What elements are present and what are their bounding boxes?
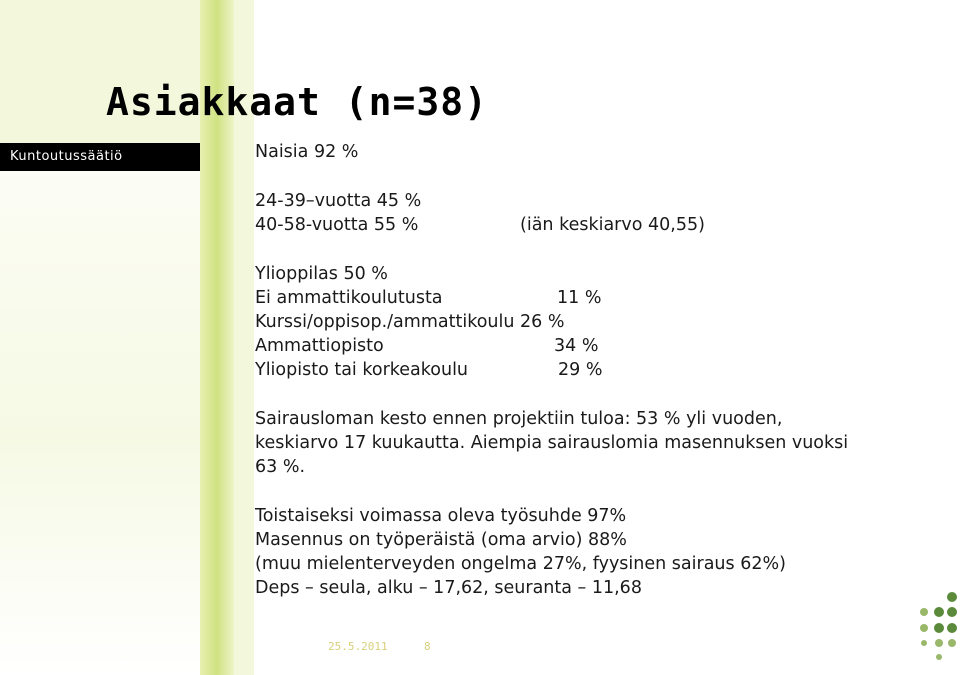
gender-line: Naisia 92 % — [255, 142, 359, 162]
edu-5-label: Yliopisto tai korkeakoulu — [255, 360, 469, 380]
decorative-dot — [921, 640, 927, 646]
edu-2-value: 11 % — [557, 288, 602, 308]
age-mean: (iän keskiarvo 40,55) — [520, 215, 705, 235]
age-line-1: 24-39–vuotta 45 % — [255, 191, 422, 211]
decorative-dot — [947, 592, 957, 602]
edu-4-value: 34 % — [554, 336, 599, 356]
decorative-dot — [936, 654, 942, 660]
decorative-dot — [947, 607, 957, 617]
decorative-dot — [935, 639, 943, 647]
age-line-2-text: 40-58-vuotta 55 % — [255, 215, 419, 235]
decorative-dot — [920, 624, 928, 632]
edu-line-3: Kurssi/oppisop./ammattikoulu 26 % — [255, 312, 565, 332]
decorative-dot — [948, 639, 956, 647]
work-line-3: (muu mielenterveyden ongelma 27%, fyysinen sairaus 62%) — [255, 554, 786, 574]
sickleave-paragraph: Sairausloman kesto ennen projektiin tuloa: 53 % yli vuoden, keskiarvo 17 kuukautta. Aiempia sairauslomia masennuksen vuoksi 63 %. — [255, 409, 849, 477]
work-line-2: Masennus on työperäistä (oma arvio) 88% — [255, 530, 627, 550]
decorative-dot — [934, 607, 944, 617]
edu-line-1: Ylioppilas 50 % — [255, 264, 388, 284]
decorative-dot — [920, 608, 928, 616]
work-line-1: Toistaiseksi voimassa oleva työsuhde 97% — [255, 506, 627, 526]
edu-2-label: Ei ammattikoulutusta — [255, 288, 443, 308]
footer-date: 25.5.2011 — [328, 640, 388, 653]
edu-4-label: Ammattiopisto — [255, 336, 384, 356]
decorative-dot — [934, 623, 944, 633]
page-number: 8 — [424, 640, 431, 653]
decorative-dot — [947, 623, 957, 633]
edu-5-value: 29 % — [558, 360, 603, 380]
slide-title: Asiakkaat (n=38) — [106, 80, 489, 124]
org-name: Kuntoutussäätiö — [10, 149, 123, 164]
work-line-4: Deps – seula, alku – 17,62, seuranta – 11,68 — [255, 578, 642, 598]
